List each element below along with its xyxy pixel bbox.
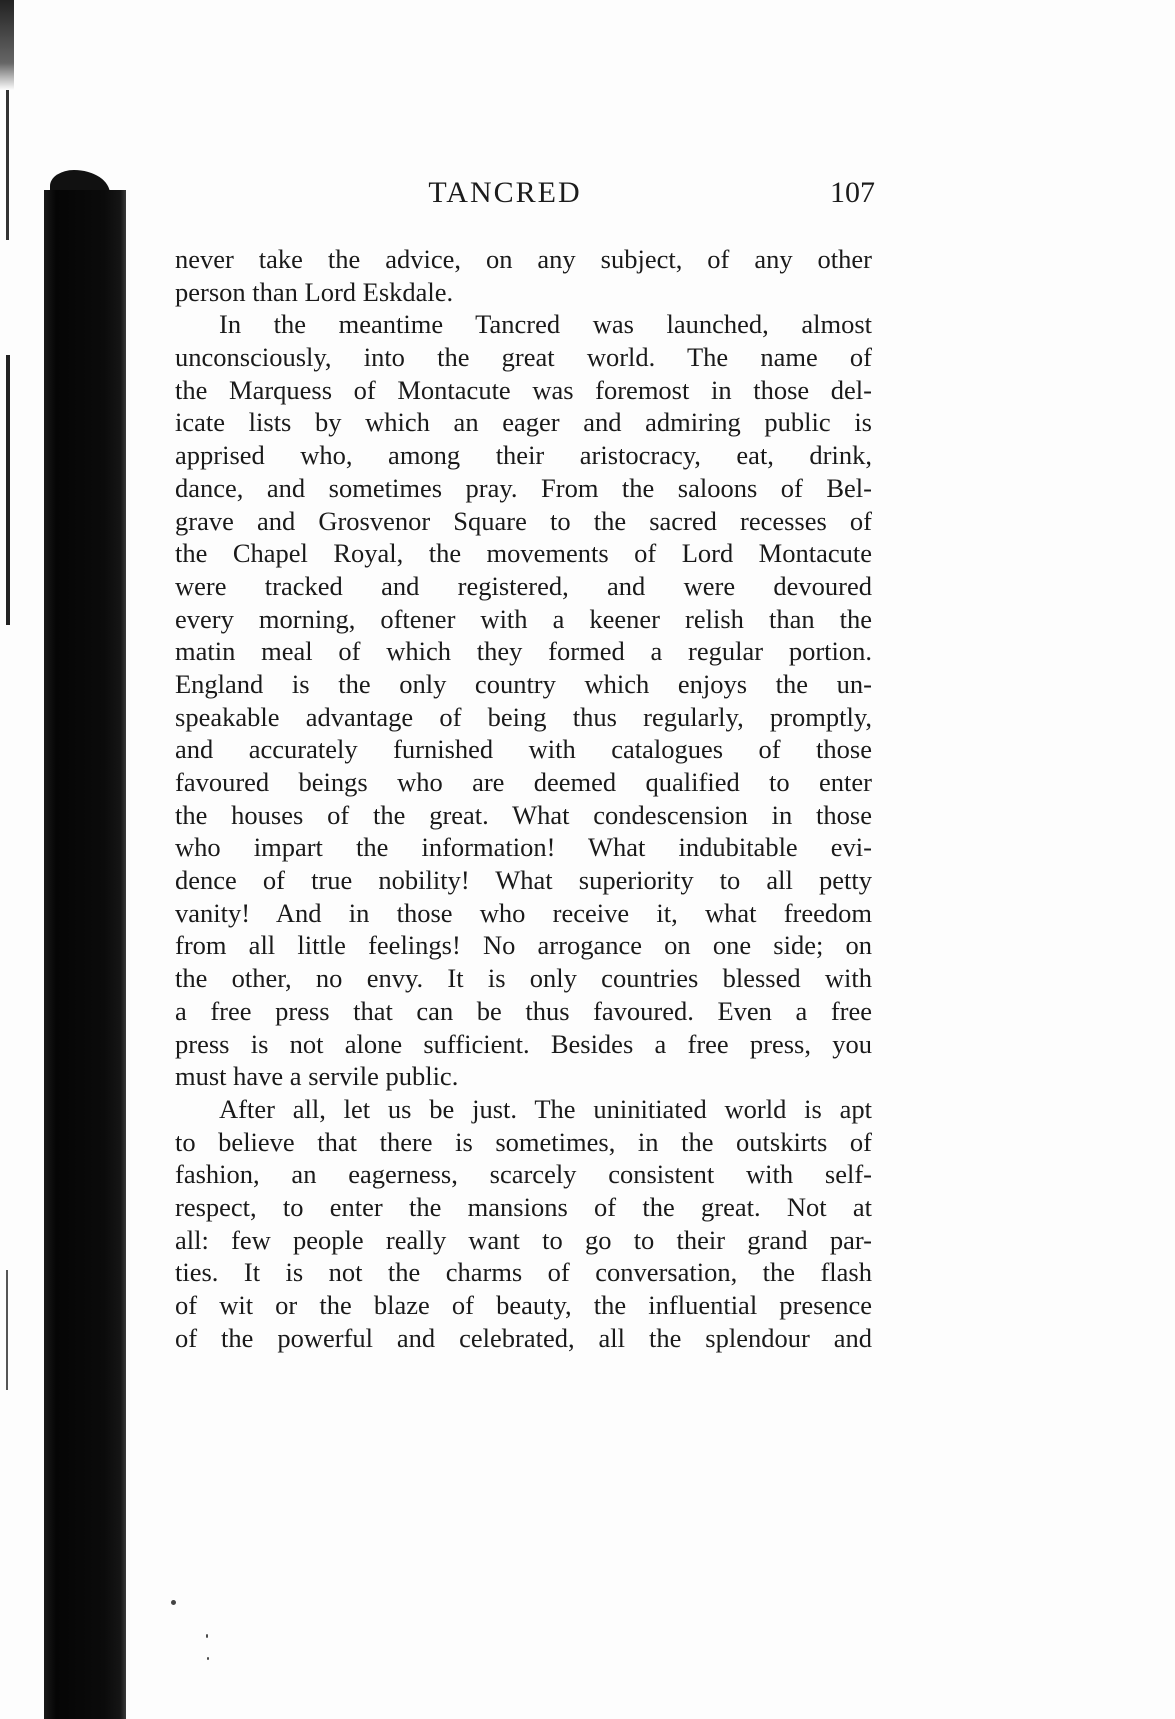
- text-line: icate lists by which an eager and admiring public is: [175, 407, 872, 438]
- text-line: a free press that can be thus favoured. Even a free: [175, 995, 872, 1026]
- scan-speck: [207, 1657, 209, 1660]
- text-line: must have a servile public.: [175, 1061, 459, 1092]
- text-line: respect, to enter the mansions of the great. Not at: [175, 1191, 872, 1222]
- text-line: unconsciously, into the great world. The name of: [175, 342, 872, 373]
- text-line: person than Lord Eskdale.: [175, 276, 454, 307]
- scan-edge-mark: [6, 1270, 8, 1390]
- text-line: every morning, oftener with a keener relish than the: [175, 603, 872, 634]
- text-line: were tracked and registered, and were devoured: [175, 570, 872, 601]
- text-line: the houses of the great. What condescension in those: [175, 799, 872, 830]
- text-line: and accurately furnished with catalogues of those: [175, 734, 872, 765]
- text-line: to believe that there is sometimes, in the outskirts of: [175, 1126, 872, 1157]
- page-title: TANCRED: [428, 176, 582, 209]
- text-line: speakable advantage of being thus regularly, promptly,: [175, 701, 872, 732]
- text-line: the Chapel Royal, the movements of Lord Montacute: [175, 538, 872, 569]
- body-text: [175, 243, 872, 1354]
- text-line: who impart the information! What indubitable evi-: [175, 832, 872, 863]
- binding-gutter: [44, 190, 126, 1719]
- scan-speck: [206, 1634, 208, 1638]
- scan-speck: [171, 1600, 176, 1605]
- text-line: fashion, an eagerness, scarcely consistent with self-: [175, 1159, 872, 1190]
- text-line: dence of true nobility! What superiority to all petty: [175, 865, 872, 896]
- text-line: never take the advice, on any subject, of any other: [175, 244, 872, 274]
- text-line: the Marquess of Montacute was foremost in those del-: [175, 374, 872, 405]
- text-line: all: few people really want to go to their grand par-: [175, 1224, 872, 1255]
- text-line: In the meantime Tancred was launched, almost: [219, 309, 872, 340]
- text-line: the other, no envy. It is only countries blessed with: [175, 963, 872, 994]
- text-line: favoured beings who are deemed qualified to enter: [175, 767, 872, 797]
- text-line: matin meal of which they formed a regular portion.: [175, 636, 872, 667]
- text-line: After all, let us be just. The uninitiated world is apt: [219, 1093, 872, 1124]
- text-line: apprised who, among their aristocracy, eat, drink,: [175, 440, 872, 471]
- scan-edge-mark: [6, 90, 9, 240]
- text-line: of the powerful and celebrated, all the splendour and: [175, 1322, 872, 1353]
- text-line: of wit or the blaze of beauty, the influential presence: [175, 1290, 872, 1320]
- text-line: grave and Grosvenor Square to the sacred recesses of: [175, 505, 872, 536]
- text-line: vanity! And in those who receive it, what freedom: [175, 897, 872, 928]
- text-line: England is the only country which enjoys the un-: [175, 668, 872, 699]
- text-line: dance, and sometimes pray. From the saloons of Bel-: [175, 472, 872, 503]
- scan-edge-mark: [6, 355, 10, 625]
- text-line: from all little feelings! No arrogance on one side; on: [175, 930, 872, 961]
- text-line: press is not alone sufficient. Besides a free press, you: [175, 1028, 872, 1059]
- text-line: ties. It is not the charms of conversation, the flash: [175, 1257, 872, 1288]
- scan-edge-mark: [0, 0, 14, 90]
- paragraph: [175, 243, 872, 308]
- running-header: [175, 176, 875, 216]
- paragraph: [175, 1093, 872, 1355]
- page-number: 107: [830, 176, 875, 209]
- paragraph: [175, 308, 872, 1093]
